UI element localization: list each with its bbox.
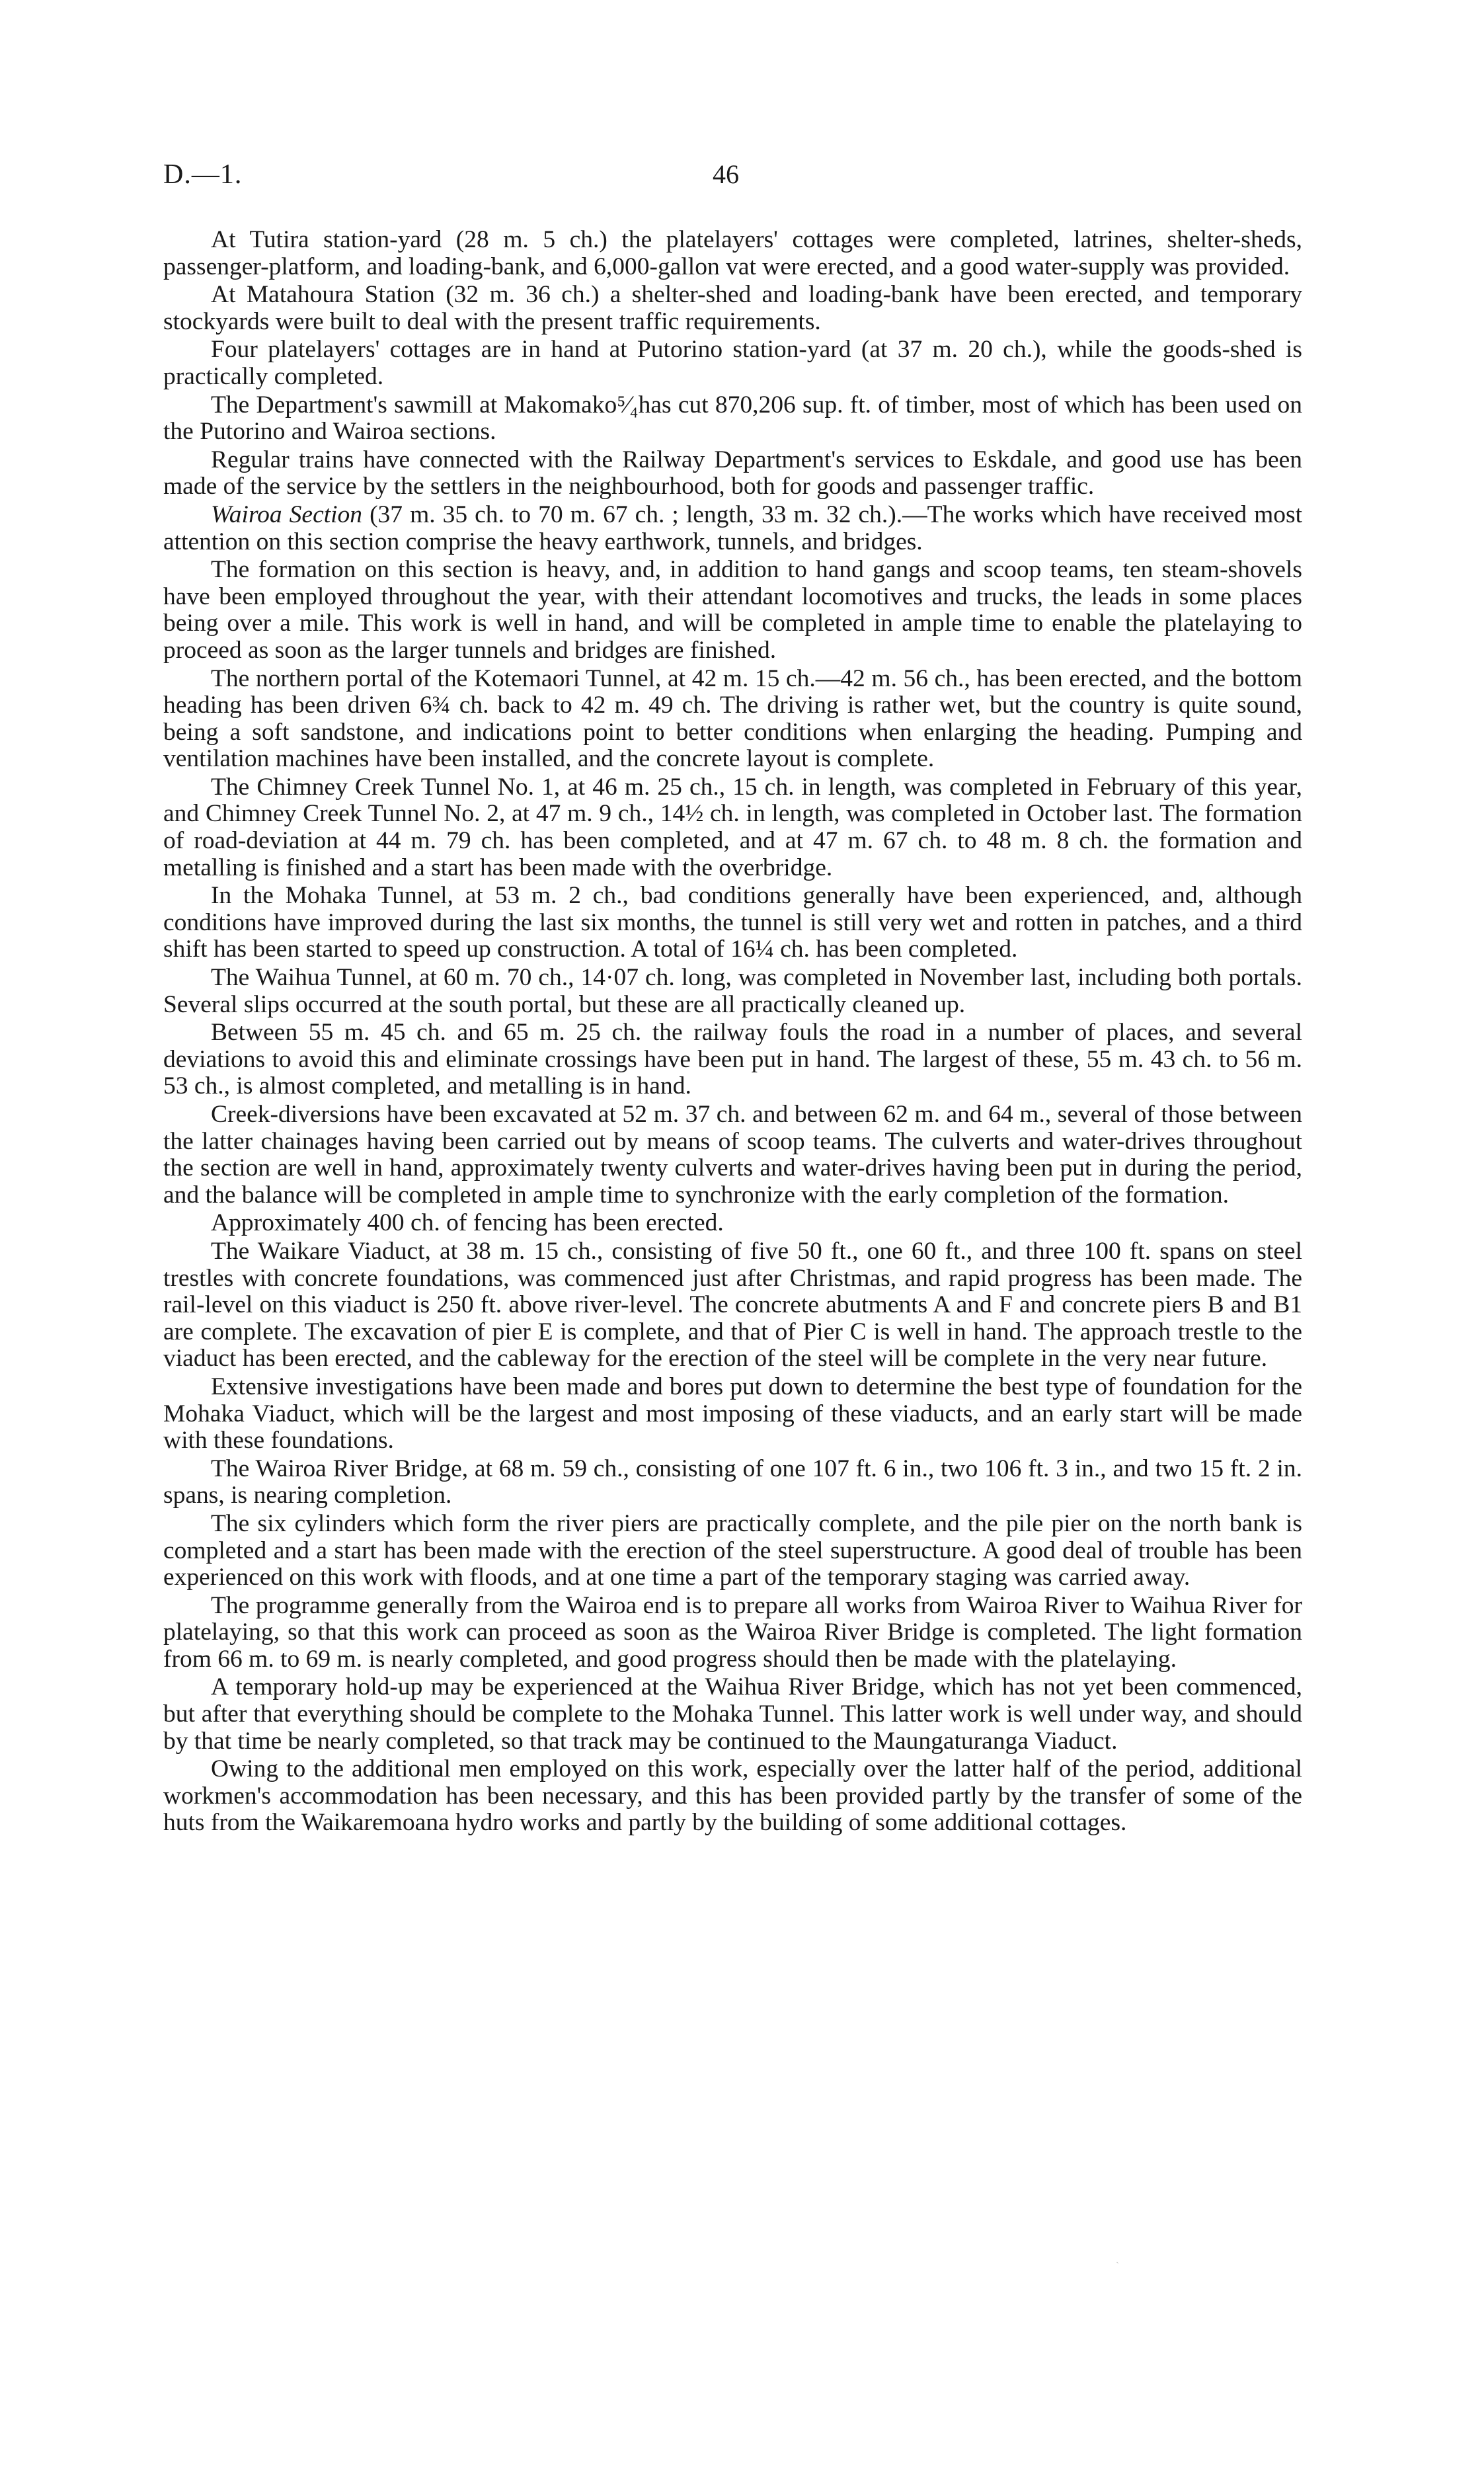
scan-mark: ˋ xyxy=(1116,2261,1119,2271)
paragraph-wairoa-river-bridge: The Wairoa River Bridge, at 68 m. 59 ch., consisting of one 107 ft. 6 in., two 106 ft. 3 in., and two 15 ft. 2 in. spans, is nearing completion. xyxy=(163,1455,1302,1509)
paragraph-mohaka-tunnel: In the Mohaka Tunnel, at 53 m. 2 ch., bad conditions generally have been experienced, and, although conditions have improved during the last six months, the tunnel is still very wet and rotten in patches, and a third shift has been started to speed up construction. A total of 16¼ ch. has been completed. xyxy=(163,882,1302,963)
paragraph-formation: The formation on this section is heavy, and, in addition to hand gangs and scoop teams, ten steam-shovels have been employed throughout the year, with their attendant locomotives and trucks, the leads in some places being over a mile. This work is well in hand, and will be completed in ample time to enable the platelaying to proceed as soon as the larger tunnels and bridges are finished. xyxy=(163,556,1302,664)
report-body xyxy=(163,227,1302,1837)
document-reference: D.—1. xyxy=(163,159,243,190)
paragraph-wairoa-section xyxy=(163,502,1302,555)
paragraph-river-piers: The six cylinders which form the river piers are practically complete, and the pile pier on the north bank is completed and a start has been made with the erection of the steel superstructure. A good deal of trouble has been experienced on this work with floods, and at one time a part of the temporary staging was carried away. xyxy=(163,1509,1302,1591)
paragraph-matahoura: At Matahoura Station (32 m. 36 ch.) a shelter-shed and loading-bank have been erected, and temporary stockyards were built to deal with the present traffic requirements. xyxy=(163,281,1302,335)
paragraph-accommodation: Owing to the additional men employed on this work, especially over the latter half of the period, additional workmen's accommodation has been necessary, and this has been provided partly by the transfer of some of the huts from the Waikaremoana hydro works and partly by the building of some additional cottages. xyxy=(163,1755,1302,1837)
paragraph-putorino: Four platelayers' cottages are in hand at Putorino station-yard (at 37 m. 20 ch.), while the goods-shed is practically completed. xyxy=(163,336,1302,390)
paragraph-fencing: Approximately 400 ch. of fencing has been erected. xyxy=(211,1209,724,1237)
paragraph-hold-up: A temporary hold-up may be experienced at the Waihua River Bridge, which has not yet been commenced, but after that everything should be complete to the Mohaka Tunnel. This latter work is well under way, and should by that time be nearly completed, so that track may be continued to the Maungaturanga Viaduct. xyxy=(163,1673,1302,1755)
paragraph-regular-trains: Regular trains have connected with the Railway Department's services to Eskdale, and good use has been made of the service by the settlers in the neighbourhood, both for goods and passenger traffic. xyxy=(163,446,1302,500)
page-number: 46 xyxy=(713,159,739,189)
paragraph-creek-diversions: Creek-diversions have been excavated at 52 m. 37 ch. and between 62 m. and 64 m., several of those between the latter chainages having been carried out by means of scoop teams. The culverts and water-drives throughout the section are well in hand, approximately twenty culverts and water-drives having been put in during the period, and the balance will be completed in ample time to synchronize with the early completion of the formation. xyxy=(163,1101,1302,1209)
section-title: Wairoa Section xyxy=(211,500,363,528)
paragraph-waikare-viaduct: The Waikare Viaduct, at 38 m. 15 ch., consisting of five 50 ft., one 60 ft., and three 100 ft. spans on steel trestles with concrete foundations, was commenced just after Christmas, and rapid progress has been made. The rail-level on this viaduct is 250 ft. above river-level. The concrete abutments A and F and concrete piers B and B1 are complete. The excavation of pier E is complete, and that of Pier C is well in hand. The approach trestle to the viaduct has been erected, and the cableway for the erection of the steel will be complete in the very near future. xyxy=(163,1237,1302,1373)
paragraph-road-deviations: Between 55 m. 45 ch. and 65 m. 25 ch. the railway fouls the road in a number of places, and several deviations to avoid this and eliminate crossings have been put in hand. The largest of these, 55 m. 43 ch. to 56 m. 53 ch., is almost completed, and metalling is in hand. xyxy=(163,1019,1302,1100)
section-description: (37 m. 35 ch. to 70 m. 67 ch. ; length, 33 m. 32 ch.).—The works which have received most attention on this section comprise the heavy earthwork, tunnels, and bridges. xyxy=(163,500,1303,555)
paragraph-programme: The programme generally from the Wairoa end is to prepare all works from Wairoa River to Waihua River for platelaying, so that this work can proceed as soon as the Wairoa River Bridge is completed. The light formation from 66 m. to 69 m. is nearly completed, and good progress should then be made with the platelaying. xyxy=(163,1591,1302,1673)
paragraph-mohaka-viaduct: Extensive investigations have been made and bores put down to determine the best type of foundation for the Mohaka Viaduct, which will be the largest and most imposing of these viaducts, and an early start will be made with these foundations. xyxy=(163,1373,1302,1455)
paragraph-sawmill: The Department's sawmill at Makomako⁵⁄₄has cut 870,206 sup. ft. of timber, most of which has been used on the Putorino and Wairoa sections. xyxy=(163,391,1302,446)
paragraph-waihua-tunnel: The Waihua Tunnel, at 60 m. 70 ch., 14·07 ch. long, was completed in November last, including both portals. Several slips occurred at the south portal, but these are all practically cleaned up. xyxy=(163,964,1302,1018)
paragraph-kotemaori-tunnel: The northern portal of the Kotemaori Tunnel, at 42 m. 15 ch.—42 m. 56 ch., has been erected, and the bottom heading has been driven 6¾ ch. back to 42 m. 49 ch. The driving is rather wet, but the country is quite sound, being a soft sandstone, and indications point to better conditions when enlarging the heading. Pumping and ventilation machines have been installed, and the concrete layout is complete. xyxy=(163,664,1302,773)
paragraph-tutira: At Tutira station-yard (28 m. 5 ch.) the platelayers' cottages were completed, latrines, shelter-sheds, passenger-platform, and loading-bank, and 6,000-gallon vat were erected, and a good water-supply was provided. xyxy=(163,226,1302,280)
paragraph-chimney-creek: The Chimney Creek Tunnel No. 1, at 46 m. 25 ch., 15 ch. in length, was completed in February of this year, and Chimney Creek Tunnel No. 2, at 47 m. 9 ch., 14½ ch. in length, was completed in October last. The formation of road-deviation at 44 m. 79 ch. has been completed, and at 47 m. 67 ch. to 48 m. 8 ch. the formation and metalling is finished and a start has been made with the overbridge. xyxy=(163,773,1302,881)
